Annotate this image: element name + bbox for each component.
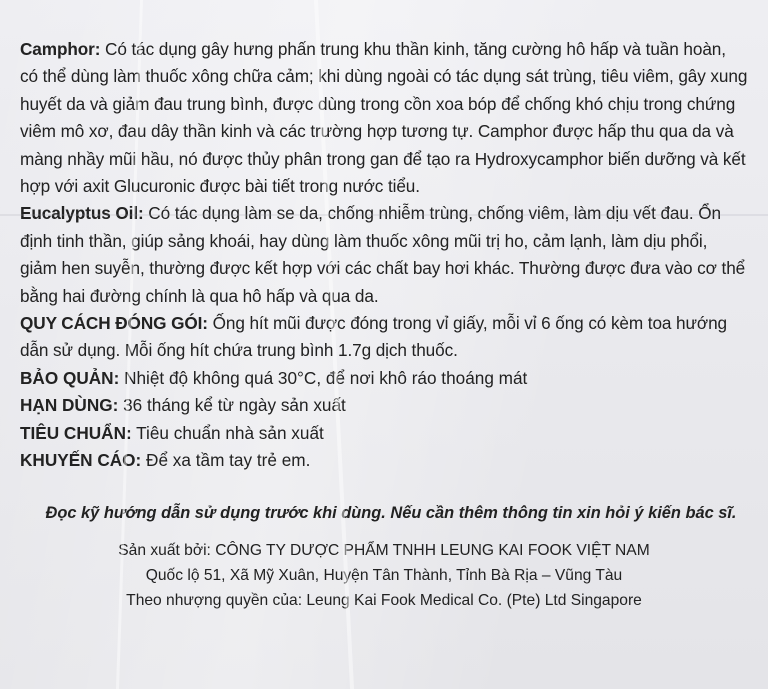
- camphor-text: Có tác dụng gây hưng phấn trung khu thần kinh, tăng cường hô hấp và tuần hoàn, có thể dùng làm thuốc xông chữa cảm; khi dùng ngoài có tác dụng sát trùng, tiêu viêm, gây xung huyết da và giảm đau trung bình, được dùng trong cồn xoa bóp để chống khó chịu trong chứng viêm mô xơ, đau dây thần kinh và các trường hợp tương tự. Camphor được hấp thu qua da và màng nhầy mũi hầu, nó được thủy phân trong gan để tạo ra Hydroxycamphor biến dưỡng và kết hợp với axit Glucuronic được bài tiết trong nước tiểu.: [20, 39, 748, 197]
- standard-label: TIÊU CHUẨN:: [20, 422, 132, 443]
- standard-text: Tiêu chuẩn nhà sản xuất: [131, 422, 324, 443]
- manufacturer-line: Sản xuất bởi: CÔNG TY DƯỢC PHẨM TNHH LEUNG KAI FOOK VIỆT NAM: [118, 541, 650, 559]
- eucalyptus-text: Có tác dụng làm se da, chống nhiễm trùng, chống viêm, làm dịu vết đau. Ổn định tinh thần, giúp sảng khoái, hay dùng làm thuốc xông mũi trị ho, cảm lạnh, làm dịu phổi, giảm hen suyễn, thường được kết hợp với các chất bay hơi khác. Thường được đưa vào cơ thể bằng hai đường chính là qua hô hấp và qua da.: [20, 203, 746, 306]
- usage-notice: Đọc kỹ hướng dẫn sử dụng trước khi dùng. Nếu cần thêm thông tin xin hỏi ý kiến bác sĩ.: [45, 503, 737, 522]
- expiry-text: 36 tháng kể từ ngày sản xuất: [118, 395, 346, 416]
- warning-text: Để xa tầm tay trẻ em.: [141, 450, 311, 471]
- expiry-label: HẠN DÙNG:: [20, 395, 119, 416]
- expiry-line: [20, 392, 748, 419]
- packaging-text: Ống hít mũi được đóng trong vỉ giấy, mỗi vỉ 6 ống có kèm toa hướng dẫn sử dụng. Mỗi ống hít chứa trung bình 1.7g dịch thuốc.: [20, 313, 728, 361]
- storage-label: BẢO QUẢN:: [20, 367, 120, 388]
- manufacturer-footer: [20, 538, 748, 613]
- eucalyptus-label: Eucalyptus Oil:: [20, 203, 144, 224]
- packaging-label: QUY CÁCH ĐÓNG GÓI:: [20, 313, 208, 334]
- warning-label: KHUYẾN CÁO:: [20, 450, 142, 471]
- storage-text: Nhiệt độ không quá 30°C, để nơi khô ráo thoáng mát: [119, 367, 528, 388]
- standard-line: [20, 420, 748, 447]
- camphor-label: Camphor:: [20, 39, 101, 59]
- camphor-paragraph: [20, 36, 748, 200]
- address-line: Quốc lộ 51, Xã Mỹ Xuân, Huyện Tân Thành, Tỉnh Bà Rịa – Vũng Tàu: [145, 566, 623, 584]
- eucalyptus-paragraph: [20, 200, 748, 310]
- packaging-paragraph: [20, 310, 748, 365]
- franchise-line: Theo nhượng quyền của: Leung Kai Fook Medical Co. (Pte) Ltd Singapore: [126, 591, 642, 609]
- warning-line: [20, 447, 748, 474]
- storage-line: [20, 365, 748, 392]
